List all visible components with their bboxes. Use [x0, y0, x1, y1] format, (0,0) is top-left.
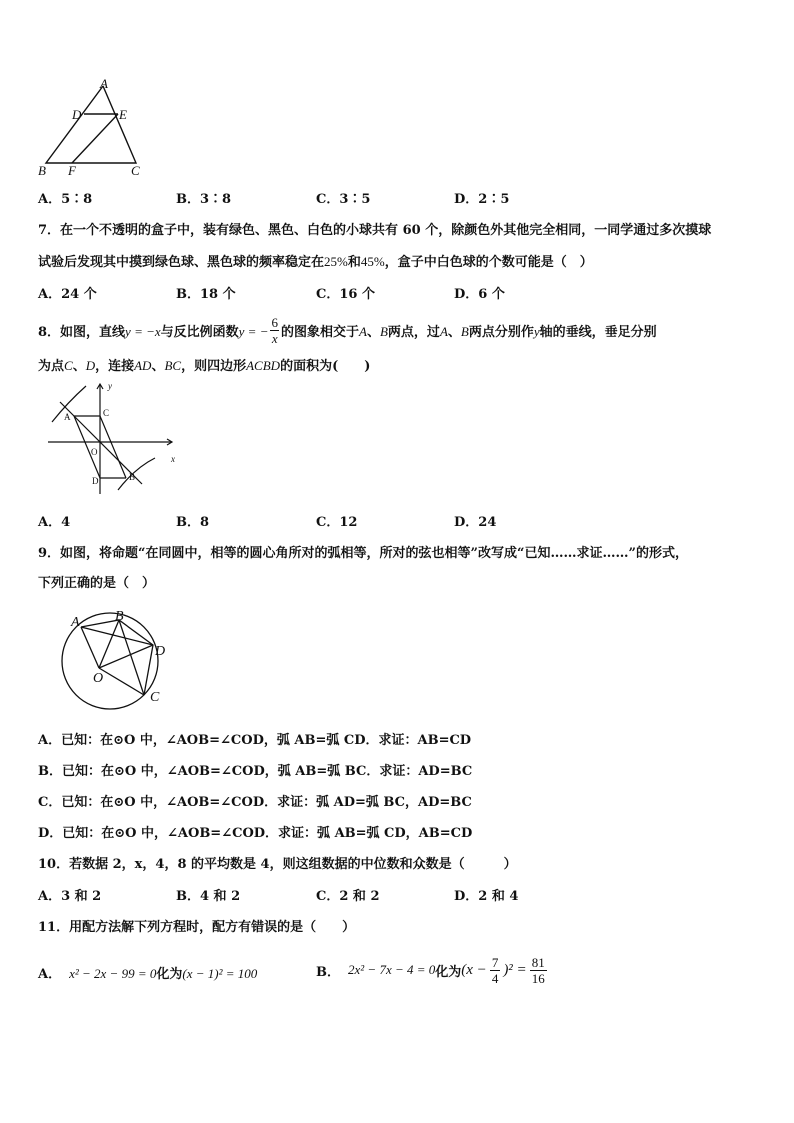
q8-sep-4: 、: [151, 359, 165, 374]
q8-point-a-2: A: [439, 324, 448, 339]
q11-option-a-result: (x − 1)² = 100: [182, 966, 258, 981]
q8-text-5: 两点分别作: [468, 325, 534, 340]
q8-text-4: 两点，过: [387, 325, 440, 340]
q11-option-a-into: 化为: [156, 967, 183, 982]
q8-option-a[interactable]: A．4: [38, 515, 71, 530]
q8-point-c: C: [64, 358, 73, 373]
q8-sep-1: 、: [366, 325, 380, 340]
label-A: A: [100, 78, 108, 91]
q8-text-9: ，则四边形: [181, 359, 247, 374]
q7-option-a[interactable]: A．24 个: [38, 287, 97, 302]
q8-inverse-equation: y = −: [238, 324, 269, 339]
q7-text-a: 试验后发现其中摸到绿色球、黑色球的频率稳定在: [38, 255, 325, 270]
label-E: E: [119, 107, 127, 122]
q8-fraction-numerator: 6: [271, 315, 278, 330]
q7-option-d[interactable]: D．6 个: [454, 287, 505, 302]
q8-line-equation: y = −x: [125, 324, 161, 339]
q8-text-7: 为点: [38, 359, 65, 374]
q11-option-b-result-num: 81: [531, 954, 545, 970]
q11-stem: 11．用配方法解下列方程时，配方有错误的是（ ）: [38, 920, 356, 935]
triangle-figure-q6: [36, 78, 146, 178]
q8-stem-line1: [38, 317, 657, 348]
q7-stem-line2: [38, 251, 593, 270]
label-B: B: [38, 163, 46, 178]
label-O: O: [91, 447, 98, 457]
q9-option-d[interactable]: D．已知：在⊙O 中，∠AOB=∠COD．求证：弧 AB=弧 CD，AB=CD: [38, 826, 473, 841]
q8-point-b-2: B: [460, 324, 469, 339]
q11-option-b[interactable]: [316, 952, 550, 988]
q10-option-d[interactable]: D．2 和 4: [454, 889, 519, 904]
q11-option-b-fraction-num: 7: [491, 954, 499, 970]
q8-option-b[interactable]: B．8: [176, 515, 210, 530]
q8-text-8: ，连接: [95, 359, 135, 374]
q9-option-b[interactable]: B．已知：在⊙O 中，∠AOB=∠COD，弧 AB=弧 BC．求证：AD=BC: [38, 764, 473, 779]
q8-point-a: A: [359, 324, 367, 339]
q9-stem-line1: 9．如图，将命题“在同圆中，相等的圆心角所对的弧相等，所对的弦也相等”改写成“已知……求证……”的形式，: [38, 546, 688, 561]
q8-fraction-denominator: x: [271, 331, 278, 346]
q7-percent-green: 25%: [324, 254, 348, 269]
q11-option-b-fraction-den: 4: [491, 970, 499, 986]
q9-option-a[interactable]: A．已知：在⊙O 中，∠AOB=∠COD，弧 AB=弧 CD．求证：AB=CD: [38, 733, 472, 748]
q6-option-b[interactable]: B．3∶8: [176, 192, 232, 207]
q8-sep-3: 、: [72, 359, 86, 374]
q8-option-d[interactable]: D．24: [454, 515, 497, 530]
q10-option-c[interactable]: C．2 和 2: [316, 889, 380, 904]
q10-stem: 10．若数据 2，x，4，8 的平均数是 4，则这组数据的中位数和众数是（ ）: [38, 857, 517, 872]
q11-option-b-fraction: [490, 955, 501, 986]
label-D: D: [72, 107, 82, 122]
q8-option-c[interactable]: C．12: [316, 515, 358, 530]
q8-text-10: 的面积为( ): [280, 359, 371, 374]
label-C: C: [103, 408, 110, 418]
q11-option-a-equation: x² − 2x − 99 = 0: [69, 966, 157, 981]
q7-percent-black: 45%: [360, 254, 385, 269]
q10-option-a[interactable]: A．3 和 2: [38, 889, 102, 904]
q8-point-d: D: [85, 358, 96, 373]
q6-option-c[interactable]: C．3∶5: [316, 192, 371, 207]
label-D: D: [92, 476, 99, 486]
q11-option-a-label: A．: [38, 967, 62, 982]
label-y: y: [108, 381, 112, 391]
q9-stem-line2: 下列正确的是（ ）: [38, 576, 156, 591]
label-C: C: [131, 163, 140, 178]
q8-sep-2: 、: [447, 325, 461, 340]
q10-option-b[interactable]: B．4 和 2: [176, 889, 241, 904]
q7-stem-line1: 7．在一个不透明的盒子中，装有绿色、黑色、白色的小球共有 60 个，除颜色外其他完全相同，一同学通过多次摸球: [38, 223, 712, 238]
q11-option-b-paren-left: (x −: [461, 961, 487, 978]
label-D: D: [155, 644, 166, 659]
label-x: x: [171, 454, 175, 464]
q8-segment-ad: AD: [134, 358, 152, 373]
q11-option-b-equation: 2x² − 7x − 4 = 0: [348, 962, 436, 977]
coordinate-figure-q8: [40, 376, 180, 496]
q11-option-b-result-den: 16: [531, 970, 545, 986]
q7-text-c: ，盒子中白色球的个数可能是（ ）: [384, 255, 593, 270]
q7-text-b: 和: [347, 255, 361, 270]
q8-point-b: B: [379, 324, 388, 339]
q7-option-c[interactable]: C．16 个: [316, 287, 375, 302]
label-C: C: [150, 690, 160, 705]
q8-stem-line2: [38, 355, 370, 374]
q11-option-b-into: 化为: [435, 964, 462, 980]
q8-y-var: y: [533, 324, 540, 339]
q8-text-3: 的图象相交于: [280, 325, 359, 340]
q6-option-d[interactable]: D．2∶5: [454, 192, 510, 207]
label-O: O: [93, 671, 104, 686]
q11-option-a[interactable]: [38, 963, 257, 982]
q8-text-1: 8．如图，直线: [38, 325, 126, 340]
q8-segment-bc: BC: [164, 358, 182, 373]
label-B: B: [129, 472, 136, 482]
q8-text-2: 与反比例函数: [160, 325, 239, 340]
q8-quadrilateral: ACBD: [246, 358, 281, 373]
q8-text-6: 轴的垂线，垂足分别: [539, 325, 657, 340]
q7-option-b[interactable]: B．18 个: [176, 287, 236, 302]
q8-fraction: [270, 315, 279, 346]
label-B: B: [115, 609, 124, 624]
label-F: F: [68, 163, 76, 178]
q11-option-b-result-fraction: [530, 955, 547, 986]
q11-option-b-paren-right: )² =: [503, 961, 527, 978]
q9-option-c[interactable]: C．已知：在⊙O 中，∠AOB=∠COD．求证：弧 AD=弧 BC，AD=BC: [38, 795, 472, 810]
label-A: A: [71, 615, 80, 630]
label-A: A: [64, 412, 71, 422]
q11-option-b-label: B．: [316, 964, 340, 980]
q6-option-a[interactable]: A．5∶8: [38, 192, 93, 207]
circle-figure-q9: [55, 604, 175, 712]
